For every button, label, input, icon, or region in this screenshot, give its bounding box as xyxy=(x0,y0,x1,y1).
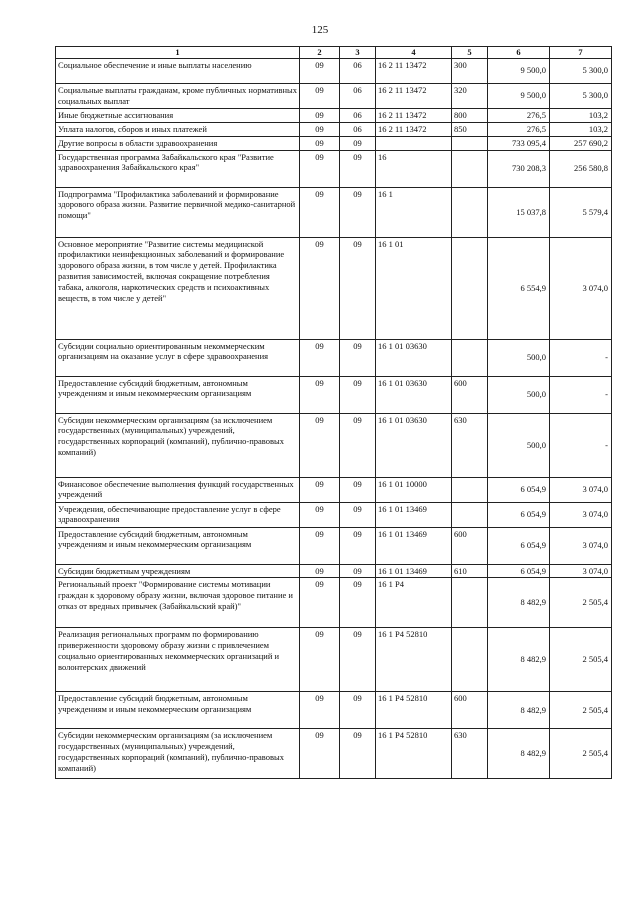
table-header-row xyxy=(56,47,612,59)
section-cell: 09 xyxy=(300,187,340,237)
amount-year1-cell: 500,0 xyxy=(488,339,550,376)
section-cell: 09 xyxy=(300,83,340,108)
table-row xyxy=(56,122,612,136)
target-article-cell xyxy=(376,136,452,150)
section-cell: 09 xyxy=(300,122,340,136)
amount-year1-cell: 6 054,9 xyxy=(488,564,550,578)
expense-type-cell: 800 xyxy=(452,108,488,122)
amount-year2-cell: 2 505,4 xyxy=(550,729,612,779)
target-article-cell: 16 xyxy=(376,150,452,187)
amount-year2-cell: 256 580,8 xyxy=(550,150,612,187)
subsection-cell: 09 xyxy=(340,237,376,339)
amount-year1-cell: 8 482,9 xyxy=(488,729,550,779)
subsection-cell: 09 xyxy=(340,502,376,527)
name-cell: Предоставление субсидий бюджетным, автономным учреждениям и иным некоммерческим организациям xyxy=(56,376,300,413)
name-cell: Подпрограмма "Профилактика заболеваний и формирование здорового образа жизни. Развитие первичной медико-санитарной помощи" xyxy=(56,187,300,237)
amount-year1-cell: 9 500,0 xyxy=(488,83,550,108)
target-article-cell: 16 1 01 13469 xyxy=(376,502,452,527)
subsection-cell: 09 xyxy=(340,136,376,150)
subsection-cell: 09 xyxy=(340,150,376,187)
table-row xyxy=(56,692,612,729)
target-article-cell: 16 1 01 10000 xyxy=(376,477,452,502)
name-cell: Субсидии некоммерческим организациям (за исключением государственных (муниципальных) учреждений, государственных корпораций (компаний), публично-правовых компаний) xyxy=(56,729,300,779)
target-article-cell: 16 1 01 13469 xyxy=(376,527,452,564)
table-row xyxy=(56,578,612,628)
subsection-cell: 09 xyxy=(340,339,376,376)
expense-type-cell: 320 xyxy=(452,83,488,108)
expense-type-cell xyxy=(452,628,488,692)
header-cell: 1 xyxy=(56,47,300,59)
name-cell: Другие вопросы в области здравоохранения xyxy=(56,136,300,150)
amount-year1-cell: 500,0 xyxy=(488,376,550,413)
name-cell: Субсидии бюджетным учреждениям xyxy=(56,564,300,578)
amount-year2-cell: 103,2 xyxy=(550,108,612,122)
section-cell: 09 xyxy=(300,108,340,122)
target-article-cell: 16 2 11 13472 xyxy=(376,58,452,83)
target-article-cell: 16 1 xyxy=(376,187,452,237)
expense-type-cell xyxy=(452,502,488,527)
amount-year1-cell: 6 554,9 xyxy=(488,237,550,339)
expense-type-cell: 600 xyxy=(452,692,488,729)
subsection-cell: 06 xyxy=(340,122,376,136)
amount-year1-cell: 9 500,0 xyxy=(488,58,550,83)
target-article-cell: 16 1 01 03630 xyxy=(376,376,452,413)
subsection-cell: 06 xyxy=(340,83,376,108)
section-cell: 09 xyxy=(300,477,340,502)
amount-year2-cell: 5 300,0 xyxy=(550,83,612,108)
subsection-cell: 09 xyxy=(340,527,376,564)
header-cell: 6 xyxy=(488,47,550,59)
amount-year1-cell: 276,5 xyxy=(488,122,550,136)
target-article-cell: 16 1 01 13469 xyxy=(376,564,452,578)
table-row xyxy=(56,564,612,578)
amount-year2-cell: - xyxy=(550,339,612,376)
table-row xyxy=(56,237,612,339)
header-cell: 7 xyxy=(550,47,612,59)
target-article-cell: 16 1 P4 52810 xyxy=(376,692,452,729)
expense-type-cell xyxy=(452,187,488,237)
target-article-cell: 16 1 P4 xyxy=(376,578,452,628)
expense-type-cell: 850 xyxy=(452,122,488,136)
table-row xyxy=(56,527,612,564)
subsection-cell: 09 xyxy=(340,578,376,628)
section-cell: 09 xyxy=(300,237,340,339)
name-cell: Социальные выплаты гражданам, кроме публичных нормативных социальных выплат xyxy=(56,83,300,108)
section-cell: 09 xyxy=(300,502,340,527)
name-cell: Предоставление субсидий бюджетным, автономным учреждениям и иным некоммерческим организациям xyxy=(56,527,300,564)
amount-year1-cell: 8 482,9 xyxy=(488,692,550,729)
expense-type-cell: 300 xyxy=(452,58,488,83)
table-row xyxy=(56,150,612,187)
name-cell: Субсидии некоммерческим организациям (за исключением государственных (муниципальных) учреждений, государственных корпораций (компаний), публично-правовых компаний) xyxy=(56,413,300,477)
header-cell: 2 xyxy=(300,47,340,59)
name-cell: Финансовое обеспечение выполнения функций государственных учреждений xyxy=(56,477,300,502)
name-cell: Основное мероприятие "Развитие системы медицинской профилактики неинфекционных заболеваний и формирование здорового образа жизни, в том числе у детей. Профилактика развития зависимостей, включая сокращение потребления табака, алкоголя, наркотических средств и психоактивных веществ, в том числе у детей" xyxy=(56,237,300,339)
section-cell: 09 xyxy=(300,578,340,628)
expense-type-cell xyxy=(452,136,488,150)
section-cell: 09 xyxy=(300,136,340,150)
subsection-cell: 09 xyxy=(340,376,376,413)
subsection-cell: 09 xyxy=(340,628,376,692)
subsection-cell: 09 xyxy=(340,477,376,502)
table-row xyxy=(56,477,612,502)
target-article-cell: 16 1 01 xyxy=(376,237,452,339)
amount-year2-cell: 2 505,4 xyxy=(550,578,612,628)
amount-year1-cell: 276,5 xyxy=(488,108,550,122)
subsection-cell: 06 xyxy=(340,58,376,83)
amount-year1-cell: 6 054,9 xyxy=(488,527,550,564)
expense-type-cell xyxy=(452,237,488,339)
amount-year2-cell: 3 074,0 xyxy=(550,237,612,339)
amount-year2-cell: 5 579,4 xyxy=(550,187,612,237)
subsection-cell: 09 xyxy=(340,564,376,578)
amount-year2-cell: 3 074,0 xyxy=(550,477,612,502)
table-row xyxy=(56,628,612,692)
name-cell: Реализация региональных программ по формированию приверженности здоровому образу жизни с привлечением социально ориентированных некоммерческих организаций и волонтерских движений xyxy=(56,628,300,692)
target-article-cell: 16 1 01 03630 xyxy=(376,339,452,376)
expense-type-cell: 630 xyxy=(452,413,488,477)
table-row xyxy=(56,502,612,527)
expense-type-cell xyxy=(452,150,488,187)
subsection-cell: 06 xyxy=(340,108,376,122)
table-row xyxy=(56,136,612,150)
table-body xyxy=(56,58,612,779)
target-article-cell: 16 1 P4 52810 xyxy=(376,628,452,692)
name-cell: Социальное обеспечение и иные выплаты населению xyxy=(56,58,300,83)
amount-year2-cell: 2 505,4 xyxy=(550,692,612,729)
table-row xyxy=(56,413,612,477)
budget-table xyxy=(55,46,612,779)
amount-year2-cell: 2 505,4 xyxy=(550,628,612,692)
name-cell: Учреждения, обеспечивающие предоставление услуг в сфере здравоохранения xyxy=(56,502,300,527)
table-row xyxy=(56,83,612,108)
target-article-cell: 16 1 P4 52810 xyxy=(376,729,452,779)
table-row xyxy=(56,729,612,779)
expense-type-cell: 610 xyxy=(452,564,488,578)
section-cell: 09 xyxy=(300,376,340,413)
amount-year2-cell: 3 074,0 xyxy=(550,502,612,527)
target-article-cell: 16 2 11 13472 xyxy=(376,108,452,122)
section-cell: 09 xyxy=(300,58,340,83)
header-cell: 3 xyxy=(340,47,376,59)
header-cell: 4 xyxy=(376,47,452,59)
amount-year1-cell: 500,0 xyxy=(488,413,550,477)
expense-type-cell xyxy=(452,339,488,376)
page-number: 125 xyxy=(311,24,329,36)
name-cell: Государственная программа Забайкальского края "Развитие здравоохранения Забайкальского края" xyxy=(56,150,300,187)
subsection-cell: 09 xyxy=(340,187,376,237)
target-article-cell: 16 2 11 13472 xyxy=(376,122,452,136)
expense-type-cell: 630 xyxy=(452,729,488,779)
amount-year1-cell: 8 482,9 xyxy=(488,578,550,628)
name-cell: Предоставление субсидий бюджетным, автономным учреждениям и иным некоммерческим организациям xyxy=(56,692,300,729)
amount-year1-cell: 6 054,9 xyxy=(488,502,550,527)
expense-type-cell xyxy=(452,477,488,502)
amount-year1-cell: 6 054,9 xyxy=(488,477,550,502)
amount-year1-cell: 730 208,3 xyxy=(488,150,550,187)
table-row xyxy=(56,108,612,122)
amount-year1-cell: 15 037,8 xyxy=(488,187,550,237)
section-cell: 09 xyxy=(300,413,340,477)
subsection-cell: 09 xyxy=(340,729,376,779)
amount-year2-cell: 3 074,0 xyxy=(550,527,612,564)
table-row xyxy=(56,376,612,413)
name-cell: Региональный проект "Формирование системы мотивации граждан к здоровому образу жизни, включая здоровое питание и отказ от вредных привычек (Забайкальский край)" xyxy=(56,578,300,628)
amount-year1-cell: 733 095,4 xyxy=(488,136,550,150)
amount-year2-cell: - xyxy=(550,376,612,413)
section-cell: 09 xyxy=(300,692,340,729)
section-cell: 09 xyxy=(300,339,340,376)
subsection-cell: 09 xyxy=(340,692,376,729)
section-cell: 09 xyxy=(300,564,340,578)
target-article-cell: 16 1 01 03630 xyxy=(376,413,452,477)
subsection-cell: 09 xyxy=(340,413,376,477)
target-article-cell: 16 2 11 13472 xyxy=(376,83,452,108)
name-cell: Субсидии социально ориентированным некоммерческим организациям на оказание услуг в сфере здравоохранения xyxy=(56,339,300,376)
section-cell: 09 xyxy=(300,729,340,779)
header-cell: 5 xyxy=(452,47,488,59)
expense-type-cell xyxy=(452,578,488,628)
amount-year2-cell: - xyxy=(550,413,612,477)
table-row xyxy=(56,58,612,83)
name-cell: Иные бюджетные ассигнования xyxy=(56,108,300,122)
amount-year2-cell: 257 690,2 xyxy=(550,136,612,150)
expense-type-cell: 600 xyxy=(452,527,488,564)
section-cell: 09 xyxy=(300,628,340,692)
amount-year1-cell: 8 482,9 xyxy=(488,628,550,692)
expense-type-cell: 600 xyxy=(452,376,488,413)
amount-year2-cell: 5 300,0 xyxy=(550,58,612,83)
amount-year2-cell: 3 074,0 xyxy=(550,564,612,578)
section-cell: 09 xyxy=(300,527,340,564)
name-cell: Уплата налогов, сборов и иных платежей xyxy=(56,122,300,136)
table-row xyxy=(56,339,612,376)
table-row xyxy=(56,187,612,237)
section-cell: 09 xyxy=(300,150,340,187)
amount-year2-cell: 103,2 xyxy=(550,122,612,136)
